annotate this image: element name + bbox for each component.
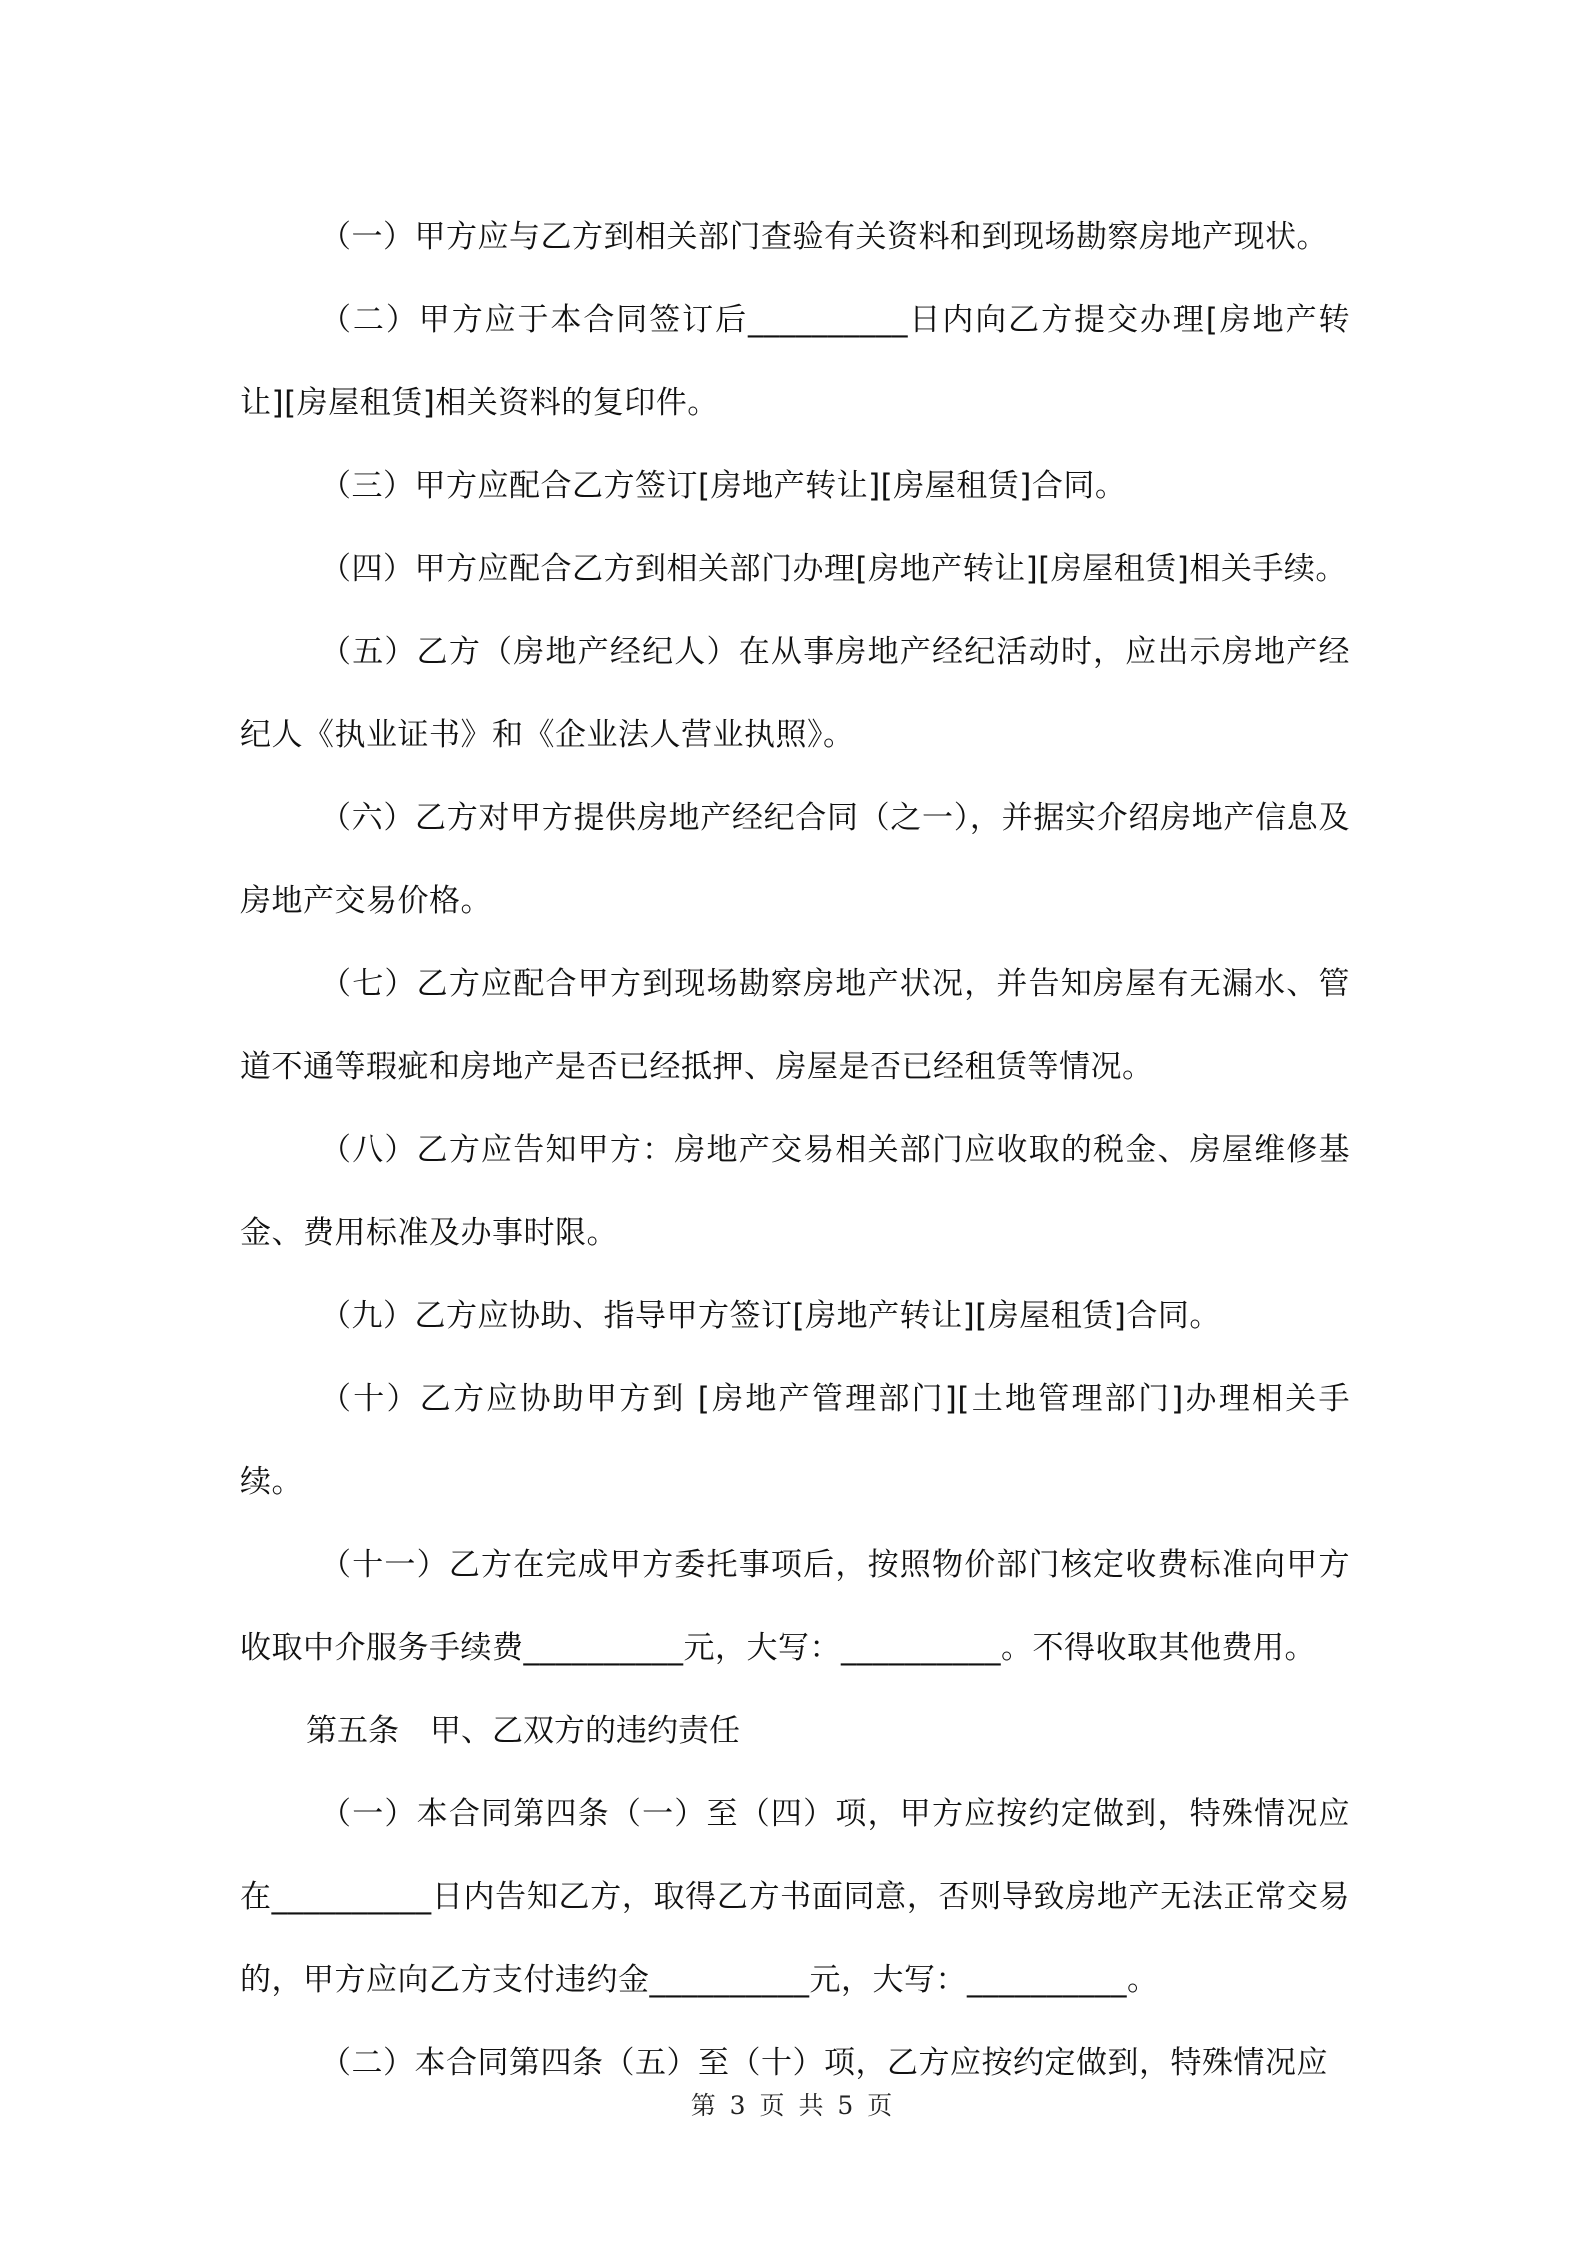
clause-4-11: （十一）乙方在完成甲方委托事项后，按照物价部门核定收费标准向甲方收取中介服务手续费__________元，大写：__________。不得收取其他费用。 (240, 1547, 1350, 1666)
clause-4-10: （十）乙方应协助甲方到 [房地产管理部门][土地管理部门]办理相关手续。 (240, 1381, 1350, 1500)
clause-4-1: （一）甲方应与乙方到相关部门查验有关资料和到现场勘察房地产现状。 (320, 219, 1328, 255)
clause-4-4: （四）甲方应配合乙方到相关部门办理[房地产转让][房屋租赁]相关手续。 (320, 551, 1347, 587)
clause-4-5: （五）乙方（房地产经纪人）在从事房地产经纪活动时，应出示房地产经纪人《执业证书》和《企业法人营业执照》。 (240, 634, 1350, 753)
clause-5-2: （二）本合同第四条（五）至（十）项，乙方应按约定做到，特殊情况应 (320, 2045, 1328, 2081)
clause-5-1: （一）本合同第四条（一）至（四）项，甲方应按约定做到，特殊情况应在__________日内告知乙方，取得乙方书面同意，否则导致房地产无法正常交易的，甲方应向乙方支付违约金__________元，大写：__________。 (240, 1796, 1350, 1998)
clause-4-2: （二）甲方应于本合同签订后__________日内向乙方提交办理[房地产转让][房屋租赁]相关资料的复印件。 (240, 302, 1350, 421)
clause-4-3: （三）甲方应配合乙方签订[房地产转让][房屋租赁]合同。 (320, 468, 1127, 504)
clause-4-8: （八）乙方应告知甲方：房地产交易相关部门应收取的税金、房屋维修基金、费用标准及办事时限。 (240, 1132, 1350, 1251)
clause-4-7: （七）乙方应配合甲方到现场勘察房地产状况，并告知房屋有无漏水、管道不通等瑕疵和房地产是否已经抵押、房屋是否已经租赁等情况。 (240, 966, 1350, 1085)
section-heading: 第五条 甲、乙双方的违约责任 (306, 1713, 740, 1749)
page-number-footer: 第 3 页 共 5 页 (690, 2091, 896, 2120)
clause-4-6: （六）乙方对甲方提供房地产经纪合同（之一），并据实介绍房地产信息及房地产交易价格。 (240, 800, 1350, 919)
clause-4-9: （九）乙方应协助、指导甲方签订[房地产转让][房屋租赁]合同。 (320, 1298, 1221, 1334)
document-body (240, 196, 1350, 2105)
